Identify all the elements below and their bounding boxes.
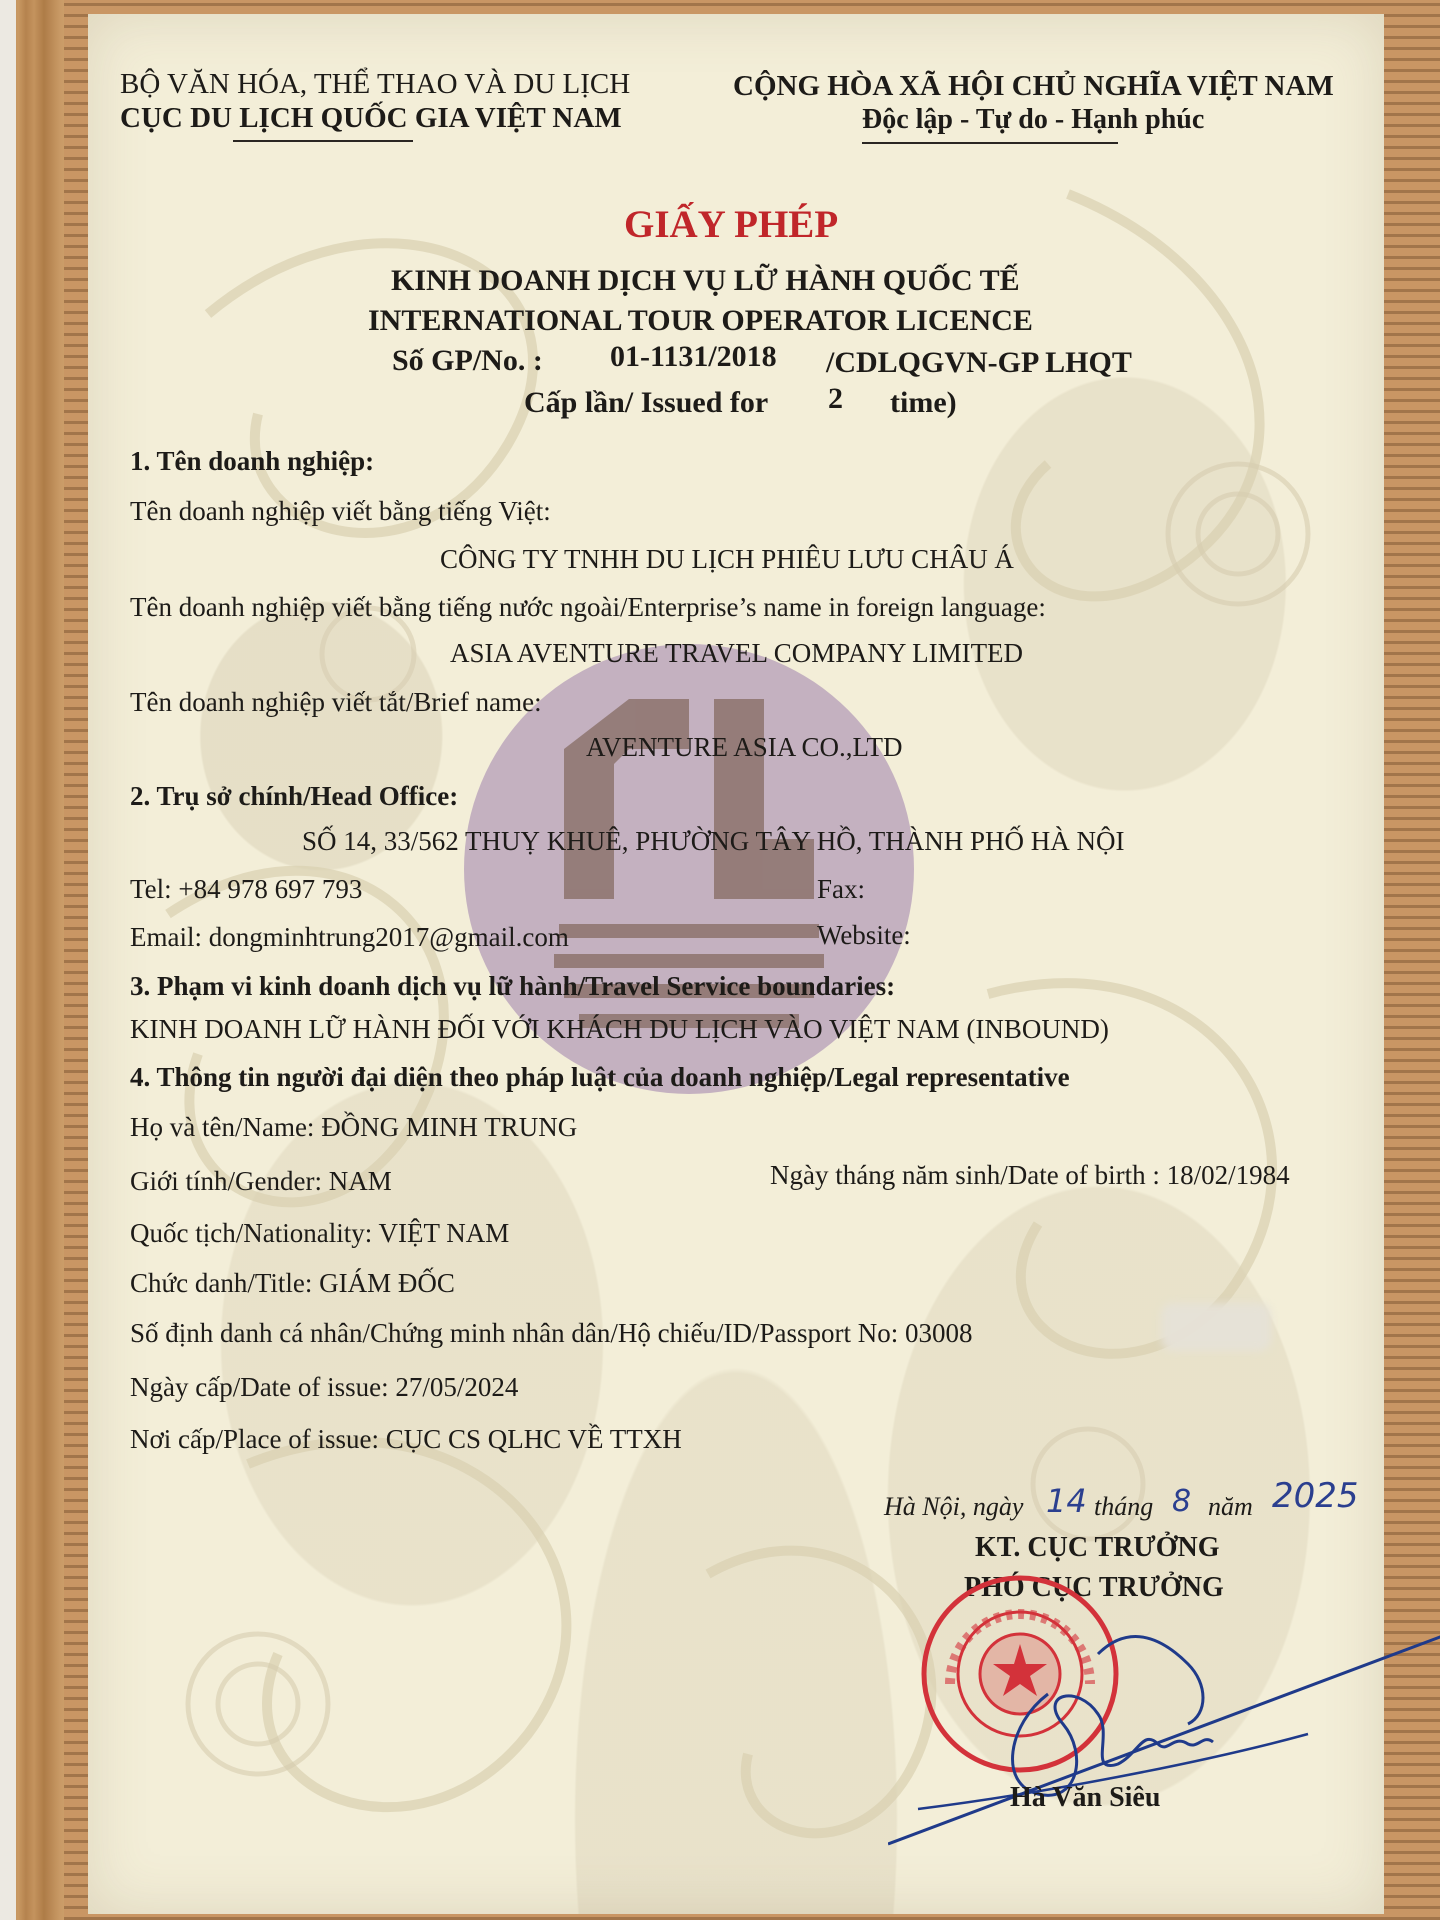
redaction-blur [1161, 1303, 1271, 1351]
certificate-paper [88, 14, 1384, 1914]
rep-nationality: Quốc tịch/Nationality: VIỆT NAM [130, 1218, 510, 1248]
section-2-heading: 2. Trụ sở chính/Head Office: [130, 781, 459, 811]
year-label: năm [1208, 1492, 1253, 1521]
handwritten-signature-image [888, 1574, 1440, 1854]
sign-month: 8 [1172, 1484, 1192, 1519]
place-date-prefix: Hà Nội, ngày [884, 1492, 1024, 1521]
licence-number-suffix: /CDLQGVN-GP LHQT [826, 346, 1132, 379]
licence-number: 01-1131/2018 [610, 340, 777, 373]
rep-title: Chức danh/Title: GIÁM ĐỐC [130, 1268, 455, 1298]
section-1-heading: 1. Tên doanh nghiệp: [130, 446, 375, 476]
header-right-underline [862, 142, 1118, 144]
tel: Tel: +84 978 697 793 [130, 874, 363, 904]
section-4-heading: 4. Thông tin người đại diện theo pháp luật của doanh nghiệp/Legal representative [130, 1062, 1070, 1092]
issued-count: 2 [828, 382, 843, 415]
licence-type-en: INTERNATIONAL TOUR OPERATOR LICENCE [368, 304, 1033, 337]
vn-name-value: CÔNG TY TNHH DU LỊCH PHIÊU LƯU CHÂU Á [440, 544, 1014, 574]
document-title: GIẤY PHÉP [624, 203, 839, 246]
rep-id-issue-place: Nơi cấp/Place of issue: CỤC CS QLHC VỀ TTXH [130, 1424, 682, 1454]
month-label: tháng [1094, 1492, 1154, 1521]
header-left-underline [233, 140, 413, 142]
sign-year: 2025 [1272, 1476, 1359, 1516]
section-3-heading: 3. Phạm vi kinh doanh dịch vụ lữ hành/Travel Service boundaries: [130, 971, 896, 1001]
motto: Độc lập - Tự do - Hạnh phúc [862, 104, 1205, 135]
republic-name: CỘNG HÒA XÃ HỘI CHỦ NGHĨA VIỆT NAM [733, 70, 1334, 102]
website: Website: [817, 920, 911, 950]
head-office-address: SỐ 14, 33/562 THUỴ KHUÊ, PHƯỜNG TÂY HỒ, THÀNH PHỐ HÀ NỘI [302, 826, 1125, 856]
signer-name: Hà Văn Siêu [1010, 1782, 1161, 1813]
issued-label: Cấp lần/ Issued for [524, 386, 769, 419]
rep-dob: Ngày tháng năm sinh/Date of birth : 18/02/1984 [770, 1160, 1290, 1190]
ministry-name: BỘ VĂN HÓA, THỂ THAO VÀ DU LỊCH [120, 68, 631, 100]
signer-role-1: KT. CỤC TRƯỞNG [975, 1532, 1220, 1563]
agency-name: CỤC DU LỊCH QUỐC GIA VIỆT NAM [120, 102, 622, 134]
licence-number-label: Số GP/No. : [392, 344, 543, 377]
issued-suffix: time) [890, 386, 957, 419]
signer-role-2: PHÓ CỤC TRƯỞNG [964, 1572, 1224, 1603]
foreign-name-value: ASIA AVENTURE TRAVEL COMPANY LIMITED [450, 638, 1024, 668]
licence-type-vi: KINH DOANH DỊCH VỤ LỮ HÀNH QUỐC TẾ [391, 264, 1020, 297]
email: Email: dongminhtrung2017@gmail.com [130, 922, 569, 952]
brief-name-label: Tên doanh nghiệp viết tắt/Brief name: [130, 687, 542, 717]
rep-id-number: Số định danh cá nhân/Chứng minh nhân dân/Hộ chiếu/ID/Passport No: 03008 [130, 1318, 973, 1348]
sign-day: 14 [1046, 1482, 1087, 1520]
fax: Fax: [817, 874, 866, 904]
rep-gender: Giới tính/Gender: NAM [130, 1166, 392, 1196]
foreign-name-label: Tên doanh nghiệp viết bằng tiếng nước ngoài/Enterprise’s name in foreign language: [130, 592, 1046, 622]
service-scope: KINH DOANH LỮ HÀNH ĐỐI VỚI KHÁCH DU LỊCH VÀO VIỆT NAM (INBOUND) [130, 1014, 1109, 1044]
brief-name-value: AVENTURE ASIA CO.,LTD [586, 732, 903, 762]
vn-name-label: Tên doanh nghiệp viết bằng tiếng Việt: [130, 496, 551, 526]
rep-name: Họ và tên/Name: ĐỒNG MINH TRUNG [130, 1112, 578, 1142]
rep-id-issue-date: Ngày cấp/Date of issue: 27/05/2024 [130, 1372, 519, 1402]
